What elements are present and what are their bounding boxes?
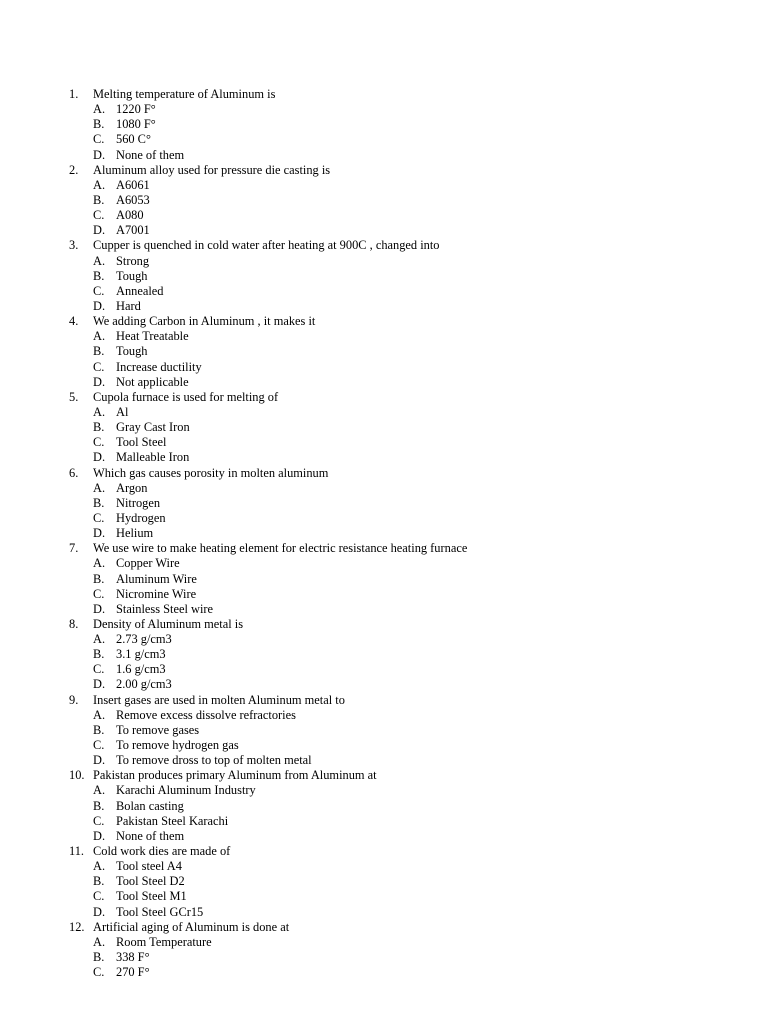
option-line <box>0 602 768 617</box>
option-letter: C. <box>93 132 105 147</box>
question-number: 3. <box>69 238 79 253</box>
option-text: Nitrogen <box>116 495 161 510</box>
option-letter: A. <box>93 632 106 647</box>
question-line <box>0 541 768 556</box>
option-letter: A. <box>93 177 106 192</box>
option-text: Annealed <box>116 283 164 298</box>
option-line <box>0 511 768 526</box>
option-line <box>0 708 768 723</box>
option-line <box>0 723 768 738</box>
option-text: A6061 <box>116 177 150 192</box>
option-line <box>0 950 768 965</box>
option-letter: C. <box>93 435 105 450</box>
option-letter: C. <box>93 889 105 904</box>
question-text: Melting temperature of Aluminum is <box>93 87 276 101</box>
option-text: 1220 F° <box>116 102 156 117</box>
option-text: 2.73 g/cm3 <box>116 632 172 647</box>
option-letter: C. <box>93 359 105 374</box>
option-line <box>0 193 768 208</box>
option-text: Gray Cast Iron <box>116 420 190 435</box>
option-letter: A. <box>93 404 106 419</box>
option-text: 270 F° <box>116 965 150 980</box>
option-line <box>0 344 768 359</box>
option-line <box>0 889 768 904</box>
option-text: Bolan casting <box>116 798 184 813</box>
question-number: 6. <box>69 465 79 480</box>
option-text: To remove hydrogen gas <box>116 738 239 753</box>
option-line <box>0 117 768 132</box>
option-text: Increase ductility <box>116 359 202 374</box>
option-text: Tough <box>116 344 148 359</box>
option-text: None of them <box>116 828 185 843</box>
option-line <box>0 572 768 587</box>
question-list <box>0 87 768 980</box>
option-letter: A. <box>93 707 106 722</box>
option-text: Not applicable <box>116 374 189 389</box>
option-text: To remove gases <box>116 722 200 737</box>
option-text: Tool Steel <box>116 435 167 450</box>
option-letter: C. <box>93 586 105 601</box>
option-letter: A. <box>93 329 106 344</box>
option-text: 338 F° <box>116 950 150 965</box>
option-letter: B. <box>93 798 105 813</box>
option-line <box>0 132 768 147</box>
option-line <box>0 299 768 314</box>
question-line <box>0 390 768 405</box>
question-line <box>0 314 768 329</box>
question-line <box>0 844 768 859</box>
question-line <box>0 920 768 935</box>
question-text: We use wire to make heating element for electric resistance heating furnace <box>93 541 468 556</box>
option-text: Stainless Steel wire <box>116 601 214 616</box>
question-line <box>0 466 768 481</box>
option-line <box>0 783 768 798</box>
option-text: Tool steel A4 <box>116 859 182 874</box>
option-text: Al <box>116 404 129 419</box>
option-letter: B. <box>93 268 105 283</box>
option-letter: D. <box>93 828 106 843</box>
option-line <box>0 178 768 193</box>
option-text: Tool Steel M1 <box>116 889 187 904</box>
option-text: Aluminum Wire <box>116 571 197 586</box>
option-letter: C. <box>93 965 105 980</box>
option-letter: A. <box>93 783 106 798</box>
question-text: Which gas causes porosity in molten aluminum <box>93 465 329 480</box>
option-line <box>0 874 768 889</box>
option-line <box>0 208 768 223</box>
option-letter: C. <box>93 208 105 223</box>
option-line <box>0 587 768 602</box>
option-text: 560 C° <box>116 132 151 147</box>
option-letter: B. <box>93 647 105 662</box>
option-line <box>0 223 768 238</box>
question-line <box>0 238 768 253</box>
option-letter: B. <box>93 117 105 132</box>
option-letter: D. <box>93 753 106 768</box>
option-text: Helium <box>116 526 154 541</box>
option-line <box>0 829 768 844</box>
question-number: 12. <box>69 919 85 934</box>
question-line <box>0 693 768 708</box>
option-text: Malleable Iron <box>116 450 190 465</box>
option-text: Copper Wire <box>116 556 180 571</box>
option-text: A080 <box>116 208 144 223</box>
option-text: Tough <box>116 268 148 283</box>
option-letter: D. <box>93 450 106 465</box>
option-line <box>0 375 768 390</box>
option-text: 2.00 g/cm3 <box>116 677 172 692</box>
option-line <box>0 435 768 450</box>
question-number: 4. <box>69 314 79 329</box>
option-text: 3.1 g/cm3 <box>116 647 166 662</box>
option-text: A6053 <box>116 192 150 207</box>
option-text: Heat Treatable <box>116 329 189 344</box>
option-line <box>0 677 768 692</box>
option-letter: B. <box>93 420 105 435</box>
option-text: Nicromine Wire <box>116 586 197 601</box>
option-text: Karachi Aluminum Industry <box>116 783 256 798</box>
option-text: Hard <box>116 298 141 313</box>
option-line <box>0 859 768 874</box>
option-letter: B. <box>93 722 105 737</box>
option-text: Pakistan Steel Karachi <box>116 813 229 828</box>
option-line <box>0 450 768 465</box>
option-text: Tool Steel GCr15 <box>116 904 204 919</box>
option-text: To remove dross to top of molten metal <box>116 753 312 768</box>
option-letter: B. <box>93 950 105 965</box>
question-number: 11. <box>69 844 85 859</box>
question-number: 1. <box>69 87 79 101</box>
option-line <box>0 405 768 420</box>
option-text: Strong <box>116 253 150 268</box>
question-text: Artificial aging of Aluminum is done at <box>93 919 290 934</box>
option-letter: B. <box>93 571 105 586</box>
option-text: 1080 F° <box>116 117 156 132</box>
option-letter: A. <box>93 934 106 949</box>
question-number: 7. <box>69 541 79 556</box>
option-letter: D. <box>93 601 106 616</box>
option-line <box>0 632 768 647</box>
question-number: 10. <box>69 768 85 783</box>
question-text: Cupola furnace is used for melting of <box>93 389 279 404</box>
option-letter: C. <box>93 738 105 753</box>
option-letter: D. <box>93 374 106 389</box>
option-line <box>0 905 768 920</box>
option-line <box>0 799 768 814</box>
option-line <box>0 360 768 375</box>
option-letter: D. <box>93 904 106 919</box>
option-letter: D. <box>93 223 106 238</box>
option-line <box>0 556 768 571</box>
option-line <box>0 496 768 511</box>
option-text: Room Temperature <box>116 934 212 949</box>
question-line <box>0 87 768 102</box>
option-line <box>0 254 768 269</box>
option-letter: A. <box>93 102 106 117</box>
option-letter: D. <box>93 298 106 313</box>
option-letter: D. <box>93 526 106 541</box>
question-text: Aluminum alloy used for pressure die casting is <box>93 162 331 177</box>
option-letter: D. <box>93 677 106 692</box>
question-text: Density of Aluminum metal is <box>93 616 244 631</box>
option-letter: A. <box>93 253 106 268</box>
option-text: A7001 <box>116 223 150 238</box>
option-letter: B. <box>93 344 105 359</box>
option-letter: B. <box>93 495 105 510</box>
question-text: Cupper is quenched in cold water after heating at 900C , changed into <box>93 238 440 253</box>
question-text: Cold work dies are made of <box>93 844 231 859</box>
option-letter: D. <box>93 147 106 162</box>
option-letter: C. <box>93 662 105 677</box>
option-letter: C. <box>93 510 105 525</box>
option-letter: A. <box>93 859 106 874</box>
option-line <box>0 526 768 541</box>
option-text: Tool Steel D2 <box>116 874 185 889</box>
question-line <box>0 163 768 178</box>
option-line <box>0 814 768 829</box>
option-line <box>0 284 768 299</box>
option-text: None of them <box>116 147 185 162</box>
option-letter: C. <box>93 283 105 298</box>
option-line <box>0 102 768 117</box>
option-text: Argon <box>116 480 148 495</box>
question-line <box>0 617 768 632</box>
option-line <box>0 329 768 344</box>
option-text: Hydrogen <box>116 510 166 525</box>
option-line <box>0 662 768 677</box>
option-text: Remove excess dissolve refractories <box>116 707 296 722</box>
option-line <box>0 753 768 768</box>
option-letter: A. <box>93 556 106 571</box>
question-text: We adding Carbon in Aluminum , it makes it <box>93 314 316 329</box>
option-letter: C. <box>93 813 105 828</box>
option-line <box>0 420 768 435</box>
question-line <box>0 768 768 783</box>
option-line <box>0 148 768 163</box>
question-number: 5. <box>69 389 79 404</box>
question-text: Pakistan produces primary Aluminum from Aluminum at <box>93 768 377 783</box>
option-line <box>0 269 768 284</box>
option-letter: B. <box>93 192 105 207</box>
option-letter: B. <box>93 874 105 889</box>
option-line <box>0 965 768 980</box>
question-number: 9. <box>69 692 79 707</box>
option-line <box>0 738 768 753</box>
question-number: 2. <box>69 162 79 177</box>
question-number: 8. <box>69 616 79 631</box>
option-letter: A. <box>93 480 106 495</box>
option-line <box>0 481 768 496</box>
option-text: 1.6 g/cm3 <box>116 662 166 677</box>
option-line <box>0 647 768 662</box>
option-line <box>0 935 768 950</box>
question-text: Insert gases are used in molten Aluminum metal to <box>93 692 345 707</box>
